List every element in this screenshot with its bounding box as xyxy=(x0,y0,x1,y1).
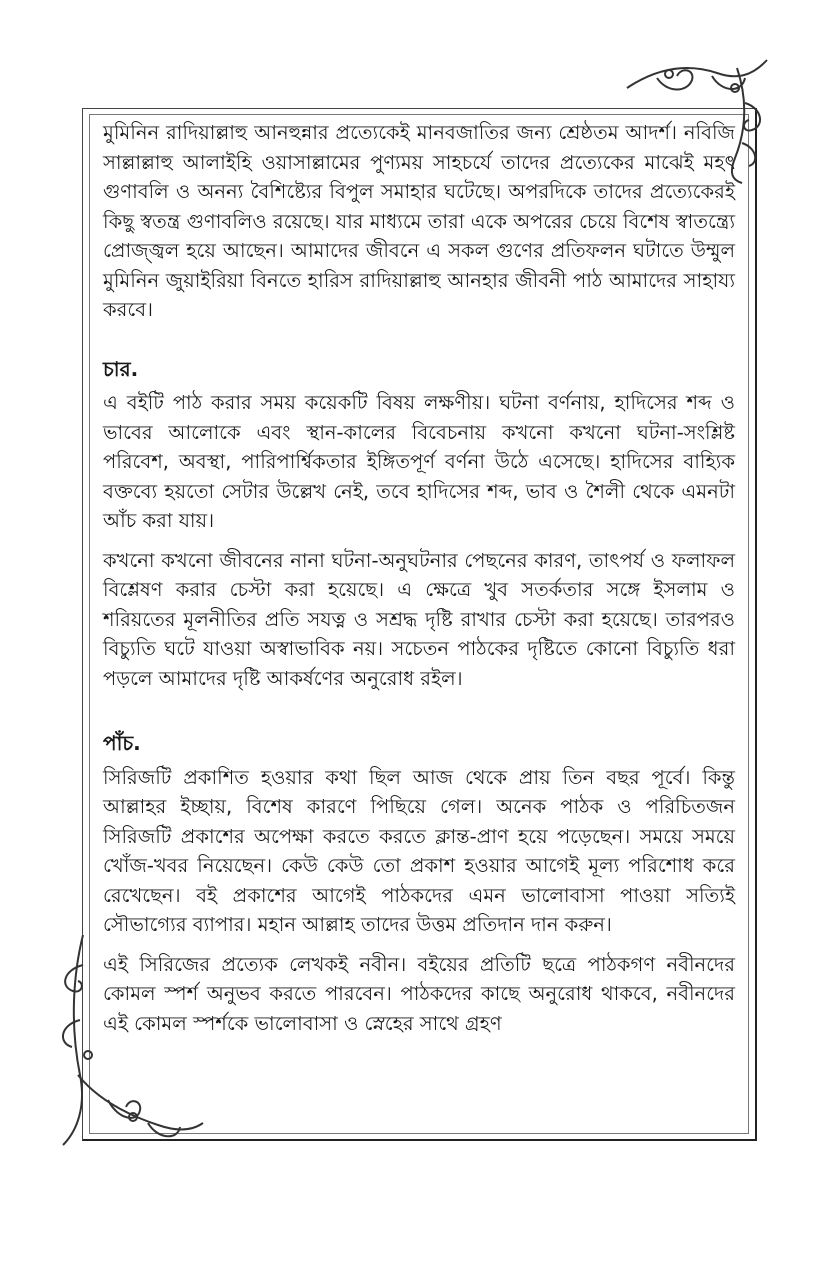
section-heading-four: চার. xyxy=(103,356,139,381)
intro-paragraph: মুমিনিন রাদিয়াল্লাহু আনহুন্নার প্রত্যেকেই মানবজাতির জন্য শ্রেষ্ঠতম আদর্শ। নবিজি সাল্লাল্লাহু আলাইহি ওয়াসাল্লামের পুণ্যময় সাহচর্যে তাদের প্রত্যেকের মাঝেই মহৎ গুণাবলি ও অনন্য বৈশিষ্ট্যের বিপুল সমাহার ঘটেছে। অপরদিকে তাদের প্রত্যেকেরই কিছু স্বতন্ত্র গুণাবলিও রয়েছে। যার মাধ্যমে তারা একে অপরের চেয়ে বিশেষ স্বাতন্ত্র্যে প্রোজ্জ্বল হয়ে আছেন। আমাদের জীবনে এ সকল গুণের প্রতিফলন ঘটাতে উম্মুল মুমিনিন জুয়াইরিয়া বিনতে হারিস রাদিয়াল্লাহু আনহার জীবনী পাঠ আমাদের সাহায্য করবে। xyxy=(103,121,735,321)
page-content xyxy=(103,118,735,1038)
section-heading-five: পাঁচ. xyxy=(103,731,141,755)
section-four-paragraph-2: কখনো কখনো জীবনের নানা ঘটনা-অনুঘটনার পেছনের কারণ, তাৎপর্য ও ফলাফল বিশ্লেষণ করার চেস্টা করা হয়েছে। এ ক্ষেত্রে খুব সতর্কতার সঙ্গে ইসলাম ও শরিয়তের মূলনীতির প্রতি সযত্ন ও সশ্রদ্ধ দৃষ্টি রাখার চেস্টা করা হয়েছে। তারপরও বিচ্যুতি ঘটে যাওয়া অস্বাভাবিক নয়। সচেতন পাঠকের দৃষ্টিতে কোনো বিচ্যুতি ধরা পড়লে আমাদের দৃষ্টি আকর্ষণের অনুরোধ রইল। xyxy=(103,548,735,690)
section-five-paragraph-2: এই সিরিজের প্রত্যেক লেখকই নবীন। বইয়ের প্রতিটি ছত্রে পাঠকগণ নবীনদের কোমল স্পর্শ অনুভব করতে পারবেন। পাঠকদের কাছে অনুরোধ থাকবে, নবীনদের এই কোমল স্পর্শকে ভালোবাসা ও স্নেহের সাথে গ্রহণ xyxy=(103,952,735,1035)
section-four-paragraph-1: এ বইটি পাঠ করার সময় কয়েকটি বিষয় লক্ষণীয়। ঘটনা বর্ণনায়, হাদিসের শব্দ ও ভাবের আলোকে এবং স্থান-কালের বিবেচনায় কখনো কখনো ঘটনা-সংশ্লিষ্ট পরিবেশ, অবস্থা, পারিপার্শ্বিকতার ইঙ্গিতপূর্ণ বর্ণনা উঠে এসেছে। হাদিসের বাহ্যিক বক্তব্যে হয়তো সেটার উল্লেখ নেই, তবে হাদিসের শব্দ, ভাব ও শৈলী থেকে এমনটা আঁচ করা যায়। xyxy=(103,391,735,532)
section-five-paragraph-1: সিরিজটি প্রকাশিত হওয়ার কথা ছিল আজ থেকে প্রায় তিন বছর পূর্বে। কিন্তু আল্লাহর ইচ্ছায়, বিশেষ কারণে পিছিয়ে গেল। অনেক পাঠক ও পরিচিতজন সিরিজটি প্রকাশের অপেক্ষা করতে করতে ক্লান্ত-প্রাণ হয়ে পড়েছেন। সময়ে সময়ে খোঁজ-খবর নিয়েছেন। কেউ কেউ তো প্রকাশ হওয়ার আগেই মূল্য পরিশোধ করে রেখেছেন। বই প্রকাশের আগেই পাঠকদের এমন ভালোবাসা পাওয়া সত্যিই সৌভাগ্যের ব্যাপার। মহান আল্লাহ তাদের উত্তম প্রতিদান দান করুন। xyxy=(103,765,735,936)
